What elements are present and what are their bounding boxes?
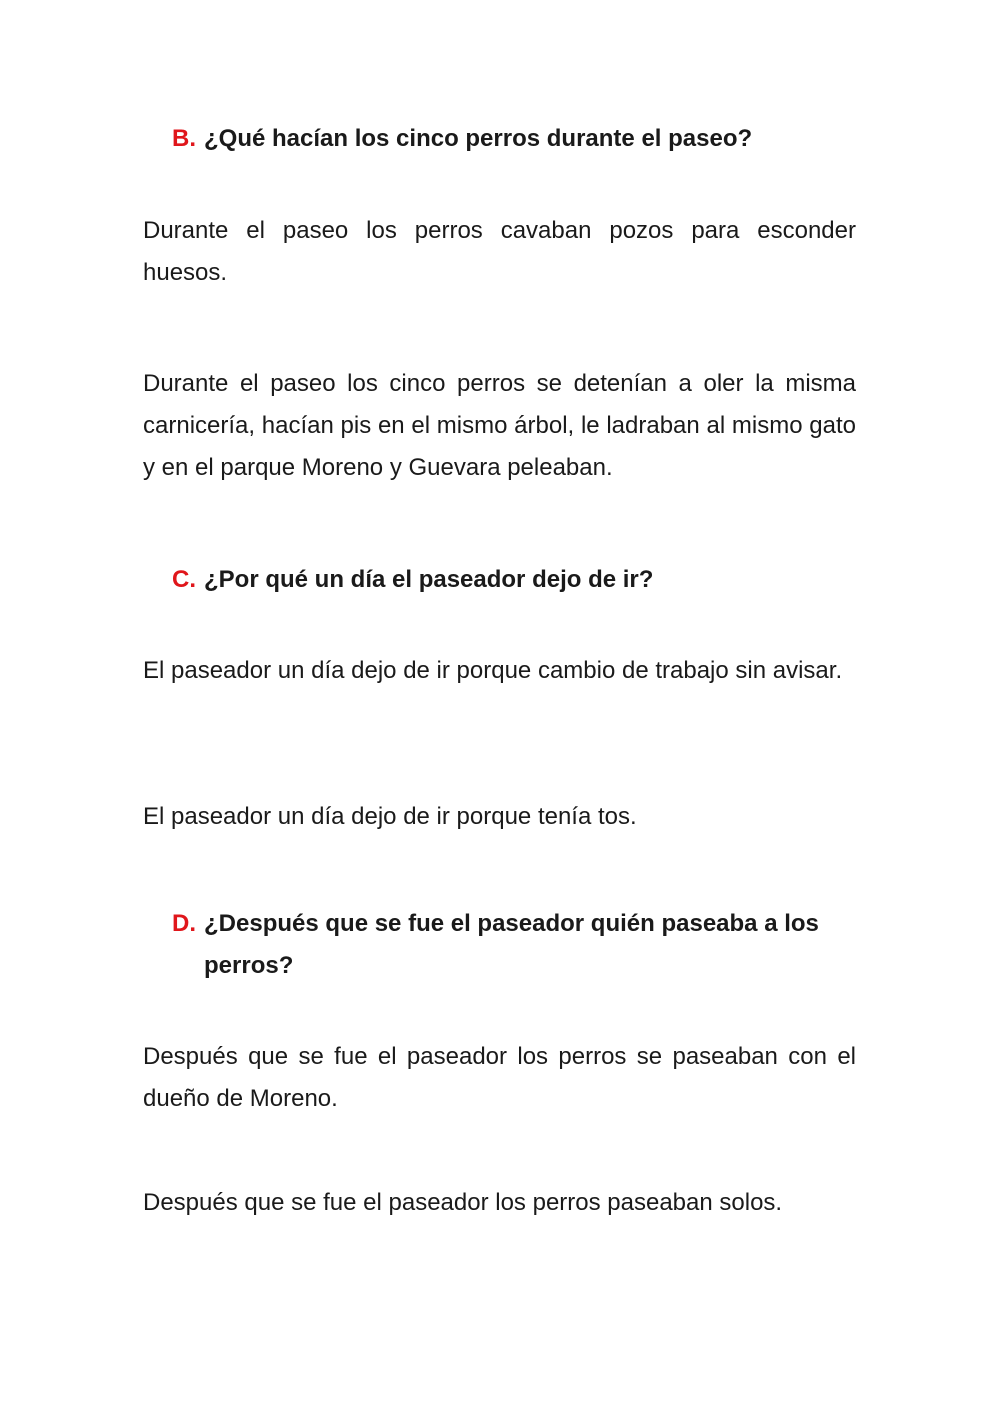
question-d [172, 903, 862, 987]
question-text: ¿Qué hacían los cinco perros durante el paseo? [204, 125, 753, 152]
question-text: ¿Después que se fue el paseador quién paseaba a los perros? [204, 910, 819, 979]
question-b [172, 118, 862, 160]
answer-option[interactable]: Después que se fue el paseador los perros paseaban solos. [143, 1189, 783, 1216]
answer-option[interactable]: Durante el paseo los perros cavaban pozos para esconder huesos. [143, 217, 856, 286]
answer-option[interactable]: Durante el paseo los cinco perros se detenían a oler la misma carnicería, hacían pis en el mismo árbol, le ladraban al mismo gato y en el parque Moreno y Guevara peleaban. [143, 370, 856, 481]
answer-option[interactable]: El paseador un día dejo de ir porque cambio de trabajo sin avisar. [143, 657, 843, 684]
question-letter: B. [172, 125, 196, 152]
question-letter: D. [172, 910, 196, 937]
question-letter: C. [172, 566, 196, 593]
question-text: ¿Por qué un día el paseador dejo de ir? [204, 566, 654, 593]
answer-option[interactable]: El paseador un día dejo de ir porque tenía tos. [143, 803, 637, 830]
question-c [172, 559, 862, 601]
answer-option[interactable]: Después que se fue el paseador los perros se paseaban con el dueño de Moreno. [143, 1043, 856, 1112]
